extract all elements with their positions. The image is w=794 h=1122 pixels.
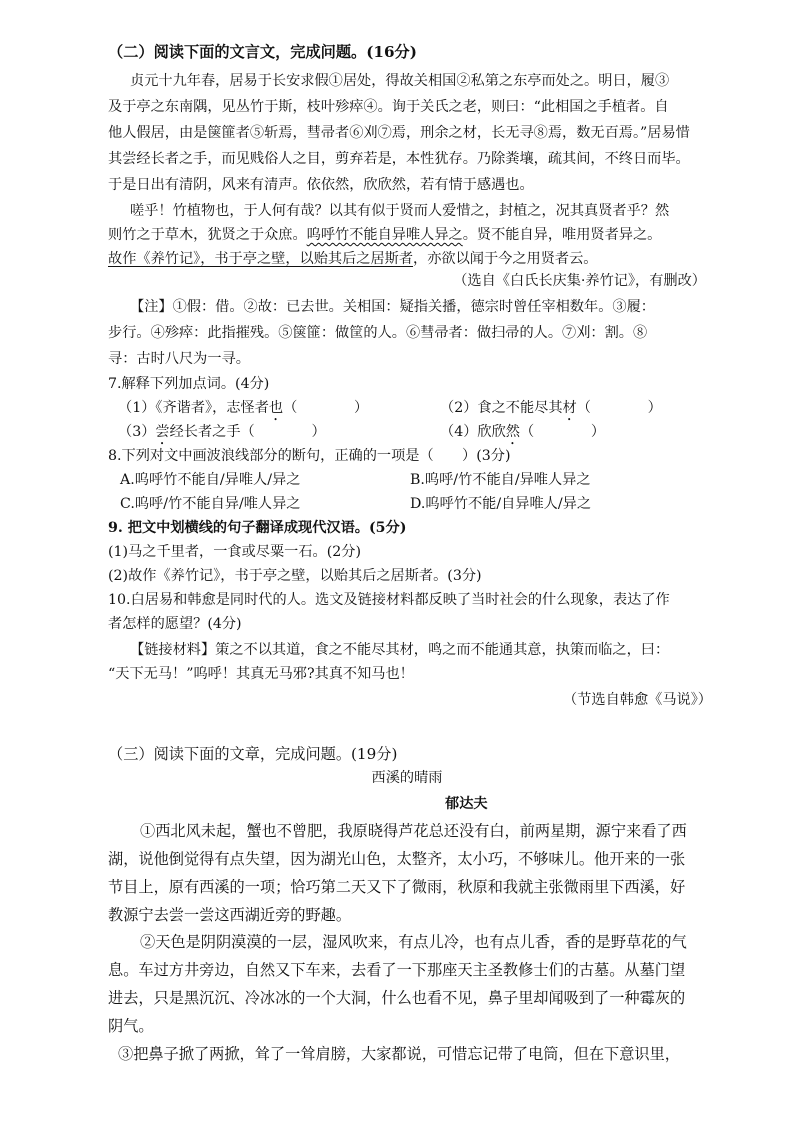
option-b[interactable]: B.呜呼/竹不能自/异唯人异之 (410, 472, 591, 488)
question-10-stem: 者怎样的愿望？(4分) (108, 616, 242, 632)
section-3-heading: （三）阅读下面的文章，完成问题。(19分) (108, 745, 398, 763)
article-title: 西溪的晴雨 (371, 770, 443, 786)
question-9-sentence: (1)马之千里者，一食或尽粟一石。(2分) (108, 544, 362, 560)
article-line: 息。车过方井旁边，自然又下车来，去看了一下那座天主圣教修士们的古墓。从墓门望 (108, 961, 686, 979)
article-line: ③把鼻子掀了两掀，耸了一耸肩膀，大家都说，可惜忘记带了电筒，但在下意识里， (118, 1045, 680, 1063)
question-7-item (440, 398, 662, 424)
section-2-heading: （二）阅读下面的文言文，完成问题。(16分) (108, 43, 417, 61)
wavy-underlined-sentence: 呜呼竹不能自异唯人异之 (306, 227, 463, 243)
article-line: 进去，只是黑沉沉、冷冰冰的一个大洞，什么也看不见，鼻子里却闻吸到了一种霉灰的 (108, 989, 686, 1007)
passage-line: 贞元十九年春，居易于长安求假①居处，得故关相国②私第之东亭而处之。明日，履③ (130, 73, 670, 89)
passage-line: 嗟乎！竹植物也，于人何有哉？以其有似于贤而人爱惜之，封植之，况其真贤者乎？然 (130, 203, 670, 219)
link-material: “天下无马！”呜呼！其真无马邪?其真不知马也！ (108, 666, 414, 682)
answer-blank[interactable]: （ ） (519, 424, 606, 440)
article-author: 郁达夫 (445, 796, 488, 812)
option-c[interactable]: C.呜呼/竹不能自异/唯人异之 (120, 496, 301, 512)
dotted-word: 也 (268, 400, 284, 416)
link-source: （节选自韩愈《马说》） (563, 692, 712, 708)
passage-text: 。贤不能自异，唯用贤者异之。 (462, 227, 662, 243)
option-d[interactable]: D.呜呼竹不能/自异唯人/异之 (410, 496, 592, 512)
article-line: ①西北风未起，蟹也不曾肥，我原晓得芦花总还没有白，前两星期，源宁来看了西 (140, 822, 687, 840)
question-7-stem: 7.解释下列加点词。(4分) (108, 376, 270, 392)
dotted-word: 材 (562, 400, 577, 416)
article-line: 节目上，原有西溪的一项；恰巧第二天又下了微雨，秋原和我就主张微雨里下西溪，好 (108, 878, 686, 896)
article-line: 阴气。 (108, 1017, 154, 1035)
question-7-item (440, 422, 605, 448)
item-text: （4）欣欣 (440, 424, 506, 440)
passage-text: ，亦欲以闻于今之用贤者云。 (413, 251, 598, 267)
notes-line: 【注】①假：借。②故：已去世。关相国：疑指关播，德宗时曾任宰相数年。③履： (130, 299, 655, 315)
notes-line: 寻：古时八尺为一寻。 (108, 351, 250, 367)
question-8-stem: 8.下列对文中画波浪线部分的断句，正确的一项是（ ）(3分) (108, 448, 511, 464)
passage-line (108, 249, 597, 269)
question-7-item (118, 398, 368, 424)
item-text: （3） (118, 424, 156, 440)
passage-line: 他人假居，由是箧篚者⑤斩焉，彗帚者⑥刈⑦焉，刑余之材，长无寻⑧焉，数无百焉。”居易惜 (108, 125, 690, 141)
question-9-sentence: (2)故作《养竹记》，书于亭之壁，以贻其后之居斯者。(3分) (108, 568, 482, 584)
answer-blank[interactable]: （ ） (283, 400, 369, 416)
passage-line: 其尝经长者之手，而见贱俗人之目，剪弃若是，本性犹存。乃除粪壤，疏其间，不终日而毕。 (108, 151, 690, 167)
underlined-sentence: 故作《养竹记》，书于亭之壁，以贻其后之居斯者 (108, 251, 414, 267)
link-material: 【链接材料】策之不以其道，食之不能尽其材，鸣之而不能通其意，执策而临之，曰： (130, 642, 670, 658)
question-7-item (118, 422, 326, 448)
article-line: 湖，说他倒觉得有点失望，因为湖光山色，太整齐，太小巧，不够味儿。他开来的一张 (108, 850, 686, 868)
answer-blank[interactable]: （ ） (576, 400, 662, 416)
passage-line (108, 225, 661, 245)
item-text: （1）《齐谐者》，志怪者 (118, 400, 269, 416)
passage-source: （选自《白氏长庆集·养竹记》，有删改） (453, 273, 706, 289)
notes-line: 步行。④殄瘁：此指摧残。⑤箧篚：做筐的人。⑥彗帚者：做扫帚的人。⑦刈：割。⑧ (108, 325, 648, 341)
passage-line: 及于亭之东南隅，见丛竹于斯，枝叶殄瘁④。询于关氏之老，则曰：“此相国之手植者。自 (108, 99, 669, 115)
passage-text: 则竹之于草木，犹贤之于众庶。 (108, 227, 307, 243)
answer-blank[interactable]: 经长者之手（ ） (169, 424, 326, 440)
article-line: ②天色是阴阴漠漠的一层，湿风吹来，有点儿冷，也有点儿香，香的是野草花的气 (140, 933, 687, 951)
article-line: 教源宁去尝一尝这西湖近旁的野趣。 (108, 906, 351, 924)
passage-line: 于是日出有清阴，风来有清声。依依然，欣欣然，若有情于感遇也。 (108, 177, 534, 193)
dotted-word: 尝 (155, 424, 170, 440)
dotted-word: 然 (505, 424, 520, 440)
question-10-stem: 10.白居易和韩愈是同时代的人。选文及链接材料都反映了当时社会的什么现象，表达了作 (108, 592, 670, 608)
item-text: （2）食之不能尽其 (440, 400, 563, 416)
option-a[interactable]: A.呜呼竹不能自/异唯人/异之 (120, 472, 301, 488)
question-9-stem: 9. 把文中划横线的句子翻译成现代汉语。(5分) (108, 520, 407, 536)
